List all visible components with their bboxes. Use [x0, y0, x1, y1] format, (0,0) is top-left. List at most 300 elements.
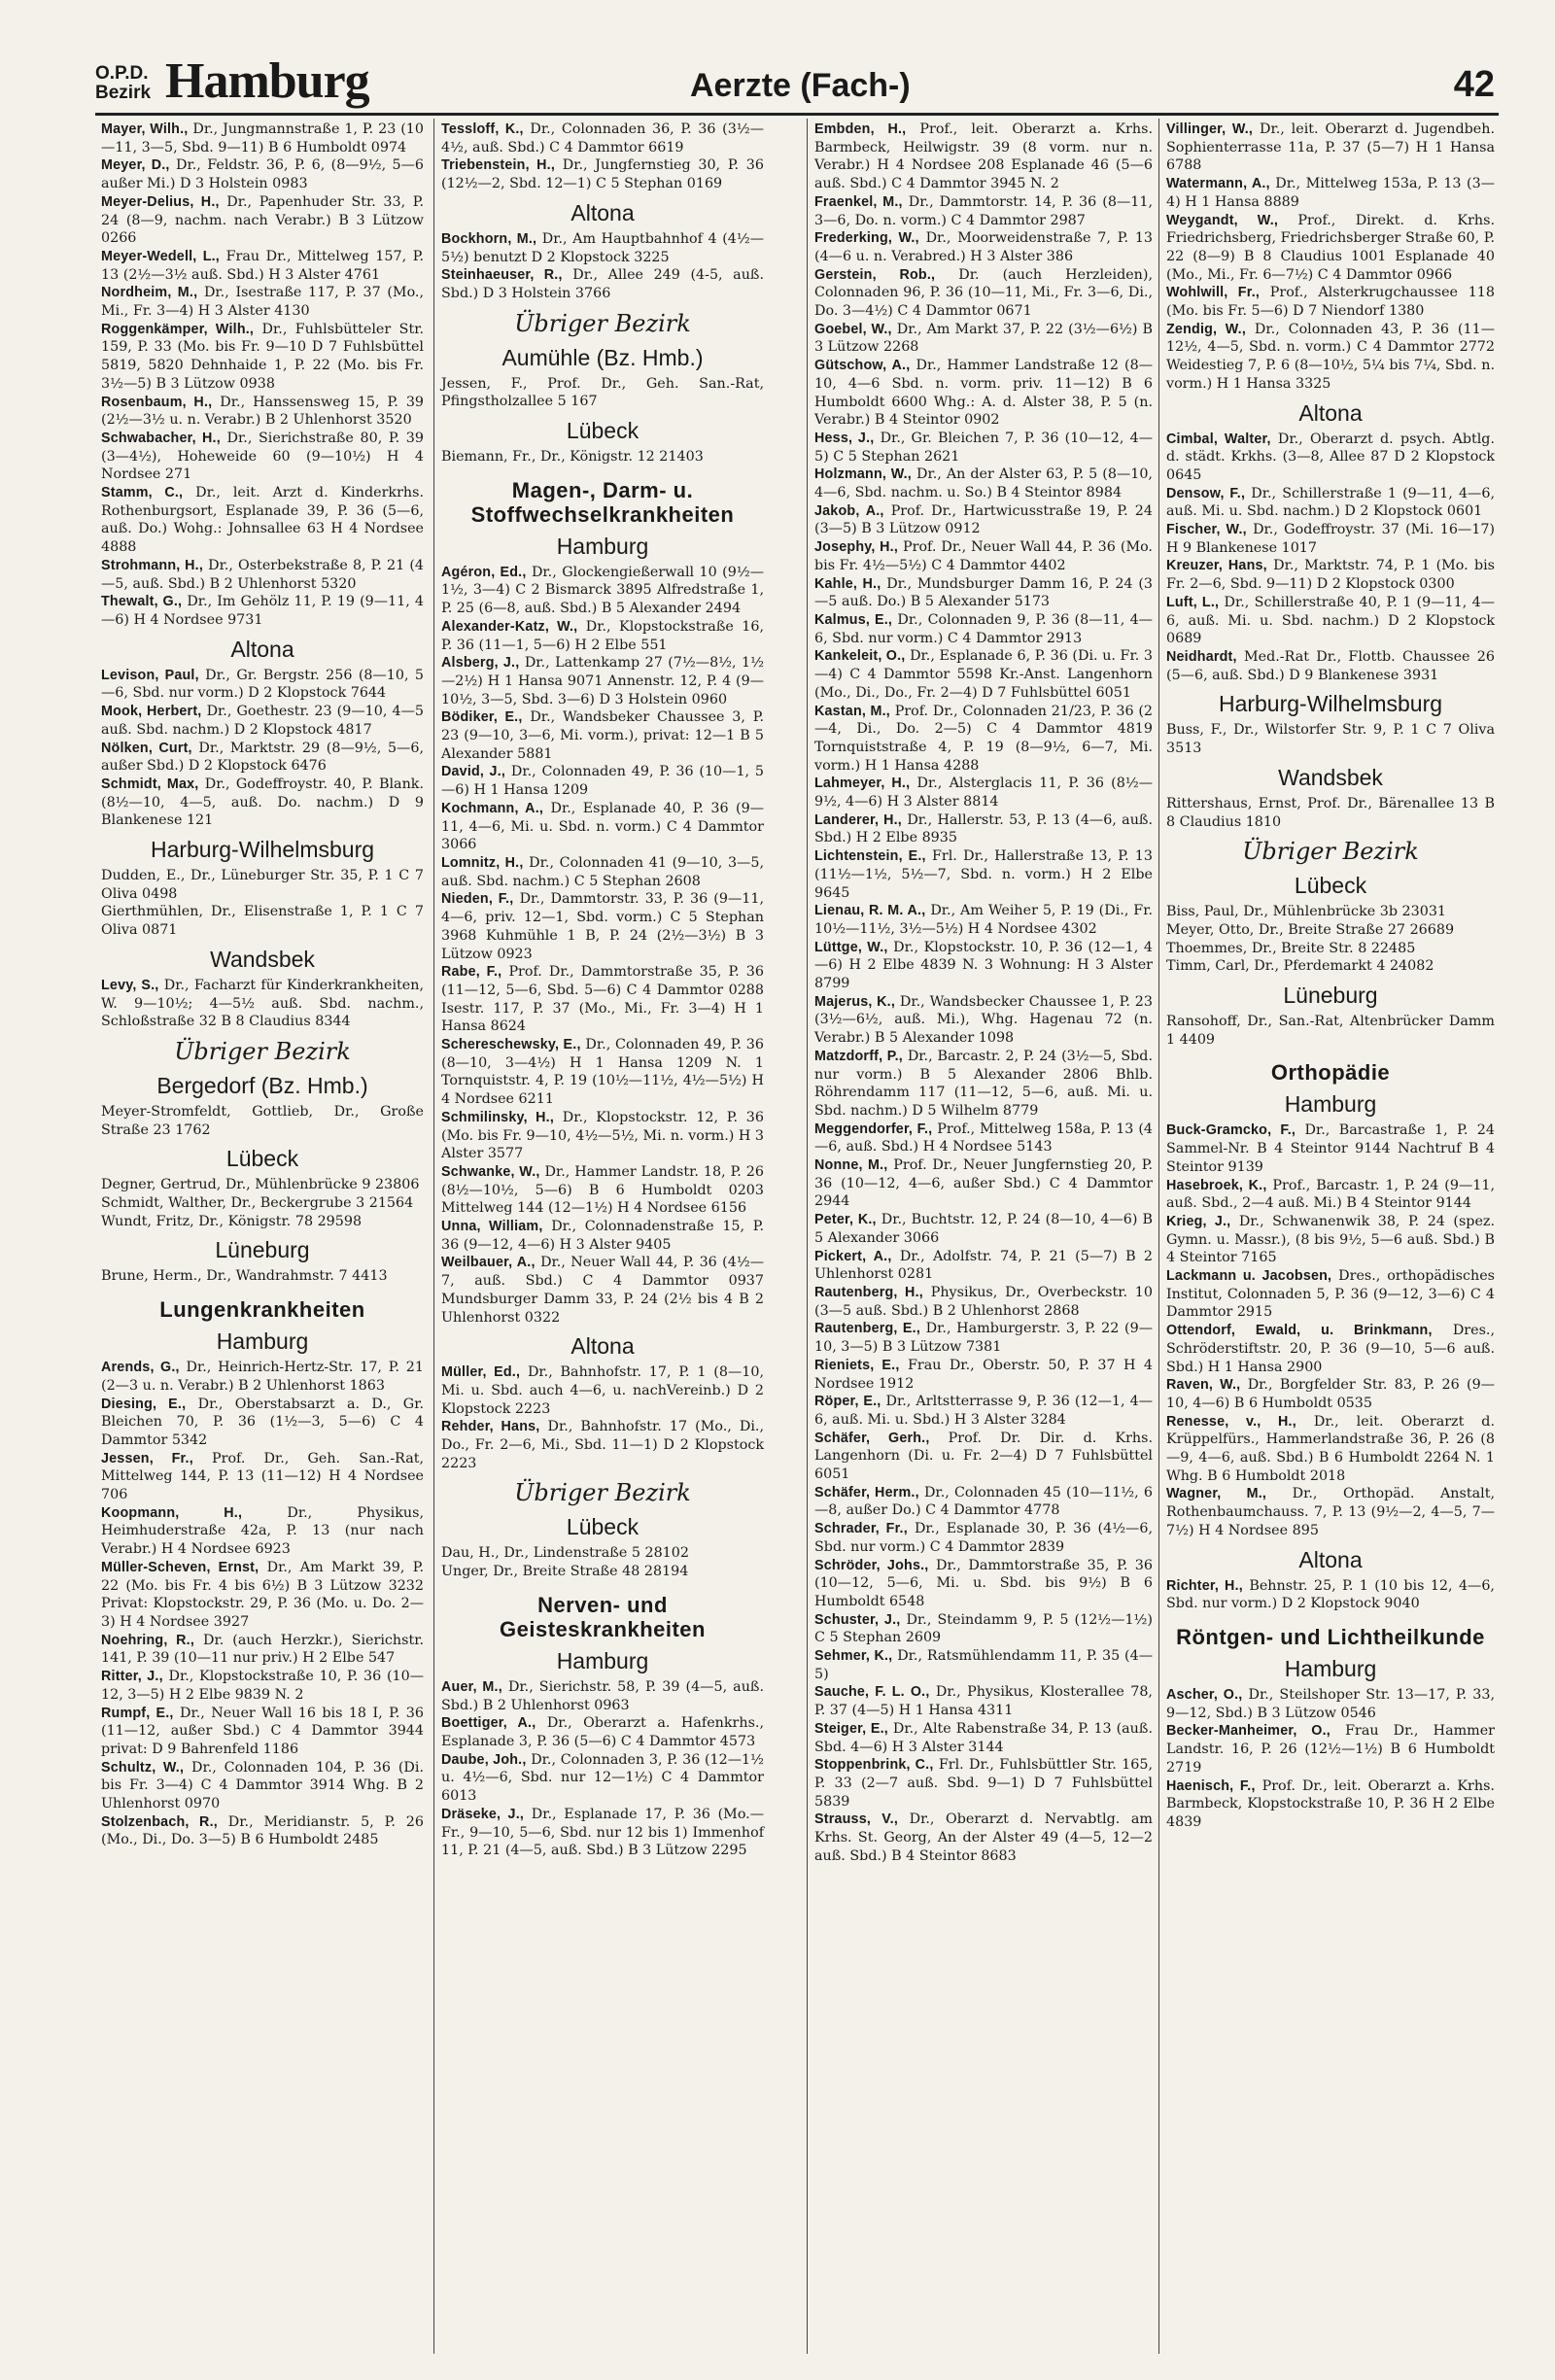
city-heading: Altona	[1298, 399, 1363, 426]
listing-entry	[814, 193, 1153, 229]
city-heading: Hamburg	[1284, 1091, 1377, 1118]
listing-details: Dr., Ratsmühlendamm 11, P. 35 (4—5)	[814, 1648, 1153, 1682]
physician-name: Kochmann, A.,	[441, 800, 544, 816]
physician-name: Boettiger, A.,	[441, 1715, 536, 1732]
listing-details: Prof. Dr., leit. Oberarzt a. Krhs. Barmbeck, Klopstockstraße 10, P. 36 H 2 Elbe 4839	[1166, 1777, 1495, 1830]
listing-details: Dr., Colonnaden 9, P. 36 (8—11, 4—6, Sbd. nur vorm.) C 4 Dammtor 2913	[814, 611, 1153, 646]
physician-name: Müller-Scheven, Ernst,	[101, 1559, 259, 1575]
listing-entry	[814, 466, 1153, 501]
specialty-heading: Magen-, Darm- u. Stoffwechselkrankheiten	[470, 477, 735, 527]
physician-name: Nonne, M.,	[814, 1157, 888, 1174]
listing-entry	[441, 1563, 764, 1581]
physician-name: Nieden, F.,	[441, 891, 514, 908]
listing-entry	[101, 484, 424, 557]
listing-entry	[101, 248, 424, 284]
listing-details: Dau, H., Dr., Lindenstraße 5 28102	[441, 1545, 689, 1562]
listing-details: Dr., Adolfstr. 74, P. 21 (5—7) B 2 Uhlenhorst 0281	[814, 1248, 1153, 1283]
listing-entry	[1166, 1376, 1495, 1412]
listing-entry	[101, 1813, 424, 1849]
city-heading: Bergedorf (Bz. Hmb.)	[156, 1072, 368, 1098]
physician-name: Triebenstein, H.,	[441, 157, 556, 174]
listing-details: Dr., Marktstr. 29 (8—9½, 5—6, außer Sbd.) D 2 Klopstock 6476	[101, 740, 424, 775]
city-heading: Harburg-Wilhelmsburg	[150, 837, 375, 863]
physician-name: Hasebroek, K.,	[1166, 1177, 1267, 1193]
listing-details: Dr., Hamburgerstr. 3, P. 22 (9—10, 3—5) B 3 Lützow 7381	[814, 1321, 1153, 1356]
physician-name: Schäfer, Gerh.,	[814, 1430, 930, 1446]
listing-details: Dr., Hanssensweg 15, P. 39 (2½—3½ u. n. Verabr.) B 2 Uhlenhorst 3520	[101, 394, 425, 429]
listing-details: Unger, Dr., Breite Straße 48 28194	[441, 1564, 689, 1580]
listing-details: Dr., Buchtstr. 12, P. 24 (8—10, 4—6) B 5 Alexander 3066	[814, 1212, 1154, 1246]
listing-details: Dr., Hammer Landstr. 18, P. 26 (8½—10½, 5—6) B 6 Humboldt 0203 Mittelweg 144 (12—1½) H 4 Nordsee 6156	[441, 1163, 765, 1217]
listing-details: Dr., Steilshoper Str. 13—17, P. 33, 9—12, Sbd.) B 3 Lützow 0546	[1166, 1687, 1496, 1721]
physician-name: Schröder, Johs.,	[814, 1557, 929, 1573]
physician-name: Ottendorf, Ewald, u. Brinkmann,	[1166, 1323, 1433, 1339]
physician-name: Goebel, W.,	[814, 321, 892, 337]
listing-details: Physikus, Dr., Overbeckstr. 10 (3—5 auß. Sbd.) B 2 Uhlenhorst 2868	[814, 1285, 1153, 1319]
listing-entry	[441, 1363, 764, 1418]
listing-entry	[814, 1811, 1153, 1865]
city-heading: Altona	[1298, 1546, 1363, 1572]
physician-name: Majerus, K.,	[814, 993, 895, 1010]
listing-entry	[814, 1557, 1153, 1611]
listing-entry	[101, 1668, 424, 1704]
listing-details: Dr., Colonnaden 43, P. 36 (11—12½, 4—5, Sbd. n. vorm.) C 4 Dammtor 2772 Weidestieg 7, P. 6 (8—10½, 5¼ bis 7¼, Sbd. n. vorm.) H 1 Hansa 3325	[1166, 321, 1495, 392]
listing-entry	[441, 1036, 764, 1109]
physician-name: Noehring, R.,	[101, 1632, 195, 1648]
listing-entry	[441, 1418, 764, 1472]
physician-name: Jakob, A.,	[814, 502, 884, 519]
listing-details: Jessen, F., Prof. Dr., Geh. San.-Rat, Pfingstholzallee 5 167	[441, 375, 764, 410]
physician-name: Krieg, J.,	[1166, 1213, 1231, 1229]
listing-details: Brune, Herm., Dr., Wandrahmstr. 7 4413	[101, 1268, 388, 1285]
physician-name: Josephy, H.,	[814, 539, 898, 556]
listing-details: Dr., Wandsbeker Chaussee 3, P. 23 (9—10, 3—6, Mi. vorm.), privat: 12—1 B 5 Alexander 5881	[441, 709, 765, 762]
listing-details: Buss, F., Dr., Wilstorfer Str. 9, P. 1 C 7 Oliva 3513	[1166, 722, 1495, 757]
physician-name: Becker-Manheimer, O.,	[1166, 1723, 1330, 1740]
listing-entry	[1166, 795, 1495, 831]
physician-name: Luft, L.,	[1166, 594, 1220, 610]
physician-name: Nölken, Curt,	[101, 740, 192, 756]
listing-details: Biss, Paul, Dr., Mühlenbrücke 3b 23031	[1166, 904, 1447, 920]
listing-details: Dr., Im Gehölz 11, P. 19 (9—11, 4—6) H 4 Nordsee 9731	[101, 594, 424, 628]
physician-name: Röper, E.,	[814, 1394, 881, 1410]
listing-entry	[441, 448, 764, 466]
physician-name: Mayer, Wilh.,	[101, 121, 189, 137]
listing-details: Dr., Physikus, Heimhuderstraße 42a, P. 13 (nur nach Verabr.) H 4 Nordsee 6923	[101, 1504, 424, 1558]
specialty-heading: Orthopädie	[1270, 1060, 1391, 1086]
listing-details: Frau Dr., Mittelweg 157, P. 13 (2½—3½ auß. Sbd.) H 3 Alster 4761	[101, 248, 424, 283]
listing-entry	[1166, 1213, 1495, 1267]
listing-entry	[101, 1396, 424, 1450]
physician-name: Rautenberg, H.,	[814, 1285, 923, 1300]
physician-name: Schwabacher, H.,	[101, 430, 221, 446]
physician-name: Bödiker, E.,	[441, 709, 523, 726]
listing-entry	[814, 902, 1153, 938]
physician-name: Thewalt, G.,	[101, 594, 183, 610]
listing-details: Frau Dr., Hammer Landstr. 16, P. 26 (12½—1½) B 6 Humboldt 2719	[1166, 1723, 1496, 1776]
physician-name: Lichtenstein, E.,	[814, 848, 926, 865]
physician-name: Strauss, V.,	[814, 1811, 899, 1828]
physician-name: Matzdorff, P.,	[814, 1048, 903, 1064]
listing-entry	[101, 193, 424, 248]
physician-name: Watermann, A.,	[1166, 176, 1270, 192]
listing-details: Dr., Godeffroystr. 40, P. Blank. (8½—10, 4—5, auß. Do. nachm.) D 9 Blankenese 121	[101, 776, 424, 829]
listing-entry	[814, 229, 1153, 265]
listing-details: Dr., Papenhuder Str. 33, P. 24 (8—9, nachm. nach Verabr.) B 3 Lützow 0266	[101, 193, 425, 247]
physician-name: Schmidt, Max,	[101, 776, 199, 792]
listing-details: Rittershaus, Ernst, Prof. Dr., Bärenallee 13 B 8 Claudius 1810	[1166, 795, 1495, 830]
physician-name: Auer, M.,	[441, 1678, 502, 1695]
listing-entry	[101, 1705, 424, 1759]
listing-entry	[441, 763, 764, 799]
listing-details: Med.-Rat Dr., Flottb. Chaussee 26 (5—6, auß. Sbd.) D 9 Blankenese 3931	[1166, 648, 1496, 683]
listing-entry	[101, 321, 424, 394]
physician-name: Renesse, v., H.,	[1166, 1413, 1296, 1430]
listing-entry	[101, 1759, 424, 1813]
listing-entry	[1166, 1267, 1495, 1322]
physician-name: Rosenbaum, H.,	[101, 394, 213, 410]
physician-name: Roggenkämper, Wilh.,	[101, 321, 255, 337]
listing-entry	[1166, 284, 1495, 320]
city-heading: Hamburg	[1284, 1656, 1377, 1681]
listing-entry	[101, 1559, 424, 1632]
physician-name: Weilbauer, A.,	[441, 1255, 536, 1271]
listing-details: Dr., Dammtorstr. 14, P. 36 (8—11, 3—6, Do. n. vorm.) C 4 Dammtor 2987	[814, 193, 1153, 228]
listing-entry	[1166, 957, 1495, 976]
listing-entry	[101, 1213, 424, 1231]
physician-name: Arends, G.,	[101, 1360, 180, 1376]
listing-entry	[814, 1647, 1153, 1683]
region-heading: Übriger Bezirk	[174, 1037, 351, 1065]
listing-entry	[1166, 1013, 1495, 1049]
listing-details: Dres., Schröderstiftstr. 20, P. 36 (9—10, 5—6 auß. Sbd.) H 1 Hansa 2900	[1166, 1323, 1496, 1375]
listing-entry	[814, 1320, 1153, 1356]
listing-entry	[1166, 921, 1495, 940]
listing-entry	[814, 775, 1153, 811]
city-title: Hamburg	[165, 53, 369, 109]
listing-entry	[814, 1048, 1153, 1121]
listing-entry	[1166, 940, 1495, 958]
physician-name: Schuster, J.,	[814, 1611, 901, 1628]
physician-name: Wohlwill, Fr.,	[1166, 285, 1261, 301]
listing-details: Dr., Am Hauptbahnhof 4 (4½—5½) benutzt D 2 Klopstock 3225	[441, 230, 765, 265]
listing-entry	[441, 564, 764, 618]
listing-details: Prof. Dr., Neuer Jungfernstieg 20, P. 36 (10—12, 4—6, außer Sbd.) C 4 Dammtor 2944	[814, 1157, 1154, 1210]
physician-name: Embden, H.,	[814, 121, 907, 137]
city-heading: Altona	[230, 636, 294, 662]
listing-details: Dr., Sierichstraße 80, P. 39 (3—4½), Hoheweide 60 (9—10½) H 4 Nordsee 271	[101, 430, 425, 483]
physician-name: Ritter, J.,	[101, 1669, 163, 1685]
listing-entry	[441, 1544, 764, 1563]
listing-details: Dr., Bahnhofstr. 17 (Mo., Di., Do., Fr. 2—6, Mi., Sbd. 11—1) D 2 Klopstock 2223	[441, 1419, 764, 1471]
physician-name: Strohmann, H.,	[101, 557, 204, 573]
listing-details: Dr., Mundsburger Damm 16, P. 24 (3—5 auß. Do.) B 5 Alexander 5173	[814, 575, 1153, 610]
physician-name: Schultz, W.,	[101, 1759, 185, 1776]
listing-details: Prof. Dr., Neuer Wall 44, P. 36 (Mo. bis Fr. 4½—5½) C 4 Dammtor 4402	[814, 539, 1153, 573]
listing-entry	[814, 847, 1153, 902]
listing-entry	[441, 963, 764, 1036]
listing-details: Dr., Schillerstraße 1 (9—11, 4—6, auß. Mi. u. Sbd. nachm.) D 2 Klopstock 0601	[1166, 485, 1495, 520]
listing-entry	[1166, 212, 1495, 285]
listing-details: Dr., Dammtorstraße 35, P. 36 (10—12, 5—6, Mi. u. Sbd. bis 9½) B 6 Humboldt 6548	[814, 1557, 1153, 1609]
listing-details: Frl. Dr., Fuhlsbüttler Str. 165, P. 33 (2—7 auß. Sbd. 9—1) D 7 Fuhlsbüttel 5839	[814, 1757, 1153, 1810]
listing-details: Dr., Esplanade 30, P. 36 (4½—6, Sbd. nur vorm.) C 4 Dammtor 2839	[814, 1521, 1153, 1555]
physician-name: Müller, Ed.,	[441, 1364, 521, 1381]
listing-details: Thoemmes, Dr., Breite Str. 8 22485	[1166, 940, 1416, 956]
physician-name: Frederking, W.,	[814, 230, 919, 247]
listing-details: Dr., Lattenkamp 27 (7½—8½, 1½—2½) H 1 Hansa 9071 Annenstr. 12, P. 4 (9—10½, 3—5, Sbd. 3—6) D 3 Holstein 0960	[441, 655, 764, 707]
listing-entry	[814, 266, 1153, 321]
listing-details: Prof., Alsterkrugchaussee 118 (Mo. bis Fr. 5—6) D 7 Niendorf 1380	[1166, 285, 1495, 320]
listing-entry	[101, 593, 424, 629]
listing-details: Dr., Schillerstraße 40, P. 1 (9—11, 4—6, auß. Mi. u. Sbd. nachm.) D 2 Klopstock 0689	[1166, 594, 1495, 647]
city-heading: Hamburg	[556, 1647, 649, 1673]
physician-name: Stamm, C.,	[101, 485, 184, 501]
listing-entry	[814, 1683, 1153, 1719]
physician-name: Ascher, O.,	[1166, 1687, 1243, 1703]
listing-details: Dr., Fuhlsbütteler Str. 159, P. 33 (Mo. bis Fr. 9—10 D 7 Fuhlsbüttel 5819, 5820 Dehnhaide 1, P. 22 (Mo. bis Fr. 3½—5) B 3 Lützow 0938	[101, 321, 424, 392]
listing-details: Dr., Isestraße 117, P. 37 (Mo., Mi., Fr. 3—4) H 3 Alster 4130	[101, 285, 425, 320]
listing-entry	[814, 1284, 1153, 1320]
listing-entry	[814, 1393, 1153, 1429]
listing-details: Prof. Dr., Geh. San.-Rat, Mittelweg 144, P. 13 (11—12) H 4 Nordsee 706	[101, 1450, 425, 1503]
listing-details: Dr., Allee 249 (4-5, auß. Sbd.) D 3 Holstein 3766	[441, 267, 764, 301]
listing-entry	[1166, 1413, 1495, 1486]
listing-entry	[441, 708, 764, 763]
listing-entry	[441, 890, 764, 963]
listing-details: Dr., An der Alster 63, P. 5 (8—10, 4—6, Sbd. nachm. u. So.) B 4 Steintor 8984	[814, 466, 1153, 501]
listing-entry	[1166, 1686, 1495, 1722]
physician-name: Alsberg, J.,	[441, 655, 520, 672]
listing-entry	[814, 1756, 1153, 1811]
physician-name: Meggendorfer, F.,	[814, 1121, 933, 1137]
listing-details: Dr., Barcastr. 2, P. 24 (3½—5, Sbd. nur vorm.) B 5 Alexander 2806 Bhlb. Röhrendamm 117 (11—12, 5—6, auß. Mi. u. Sbd. nachm.) D 5 Wilhelm 8779	[814, 1048, 1154, 1119]
listing-entry	[101, 121, 424, 156]
listing-details: Dr., Sierichstr. 58, P. 39 (4—5, auß. Sbd.) B 2 Uhlenhorst 0963	[441, 1678, 764, 1713]
listing-entry	[814, 1720, 1153, 1756]
physician-name: Sehmer, K.,	[814, 1648, 893, 1665]
listing-details: Dr., Physikus, Klosterallee 78, P. 37 (4—5) H 1 Hansa 4311	[814, 1684, 1153, 1719]
physician-name: Kahle, H.,	[814, 575, 881, 592]
listing-details: Dr., Neuer Wall 44, P. 36 (4½—7, auß. Sbd.) C 4 Dammtor 0937 Mundsburger Damm 33, P. 24 (2½ bis 4 B 2 Uhlenhorst 0322	[441, 1255, 765, 1326]
listing-entry	[441, 1678, 764, 1714]
listing-details: Dr., Esplanade 6, P. 36 (Di. u. Fr. 3—4) C 4 Dammtor 5598 Kr.-Anst. Langenhorn (Mo., Di., Do., Fr. 2—4) D 7 Fuhlsbüttel 6051	[814, 648, 1153, 701]
physician-name: Schereschewsky, E.,	[441, 1037, 581, 1053]
listing-details: Dr., Am Markt 37, P. 22 (3½—6½) B 3 Lützow 2268	[814, 321, 1153, 356]
physician-name: Holzmann, W.,	[814, 466, 912, 483]
listing-entry	[814, 1211, 1153, 1247]
listing-details: Dr. (auch Herzkr.), Sierichstr. 141, P. 39 (10—11 nur priv.) H 2 Elbe 547	[101, 1632, 425, 1667]
listing-details: Dr., Heinrich-Hertz-Str. 17, P. 21 (2—3 u. n. Verabr.) B 2 Uhlenhorst 1863	[101, 1360, 424, 1394]
listing-entry	[814, 939, 1153, 993]
specialty-heading: Lungenkrankheiten	[159, 1297, 365, 1323]
listing-entry	[1166, 594, 1495, 648]
listing-details: Dr., Borgfelder Str. 83, P. 26 (9—10, 4—6) B 6 Humboldt 0535	[1166, 1377, 1496, 1411]
listing-details: Dr., Klopstockstraße 16, P. 36 (11—1, 5—6) H 2 Elbe 551	[441, 618, 764, 653]
physician-name: David, J.,	[441, 764, 506, 780]
section-title: Aerzte (Fach-)	[690, 67, 911, 104]
physician-name: Haenisch, F.,	[1166, 1777, 1256, 1794]
listing-details: Dr., Colonnaden 3, P. 36 (12—1½ u. 4½—6, Sbd. nur 12—1½) C 4 Dammtor 6013	[441, 1751, 764, 1805]
physician-name: Koopmann, H.,	[101, 1504, 243, 1521]
listing-details: Timm, Carl, Dr., Pferdemarkt 4 24082	[1166, 958, 1434, 975]
listing-details: Schmidt, Walther, Dr., Beckergrube 3 21564	[101, 1195, 414, 1212]
physician-name: Bockhorn, M.,	[441, 230, 537, 247]
physician-name: Steiger, E.,	[814, 1720, 888, 1737]
listing-details: Dr., Orthopäd. Anstalt, Rothenbaumchauss. 7, P. 13 (9½—2, 4—5, 7—7½) H 4 Nordsee 895	[1166, 1486, 1495, 1538]
listing-entry	[101, 1359, 424, 1395]
listing-details: Degner, Gertrud, Dr., Mühlenbrücke 9 23806	[101, 1177, 420, 1193]
listing-details: Frau Dr., Oberstr. 50, P. 37 H 4 Nordsee 1912	[814, 1357, 1153, 1392]
listing-details: Dr., Facharzt für Kinderkrankheiten, W. 9—10½; 4—5½ auß. Sbd. nachm., Schloßstraße 32 B 8 Claudius 8344	[101, 977, 424, 1030]
physician-name: Meyer, D.,	[101, 157, 170, 174]
physician-name: Unna, William,	[441, 1219, 543, 1235]
physician-name: Pickert, A.,	[814, 1248, 892, 1264]
listing-entry	[101, 903, 424, 939]
physician-name: Zendig, W.,	[1166, 321, 1247, 337]
listing-entry	[1166, 903, 1495, 921]
physician-name: Schäfer, Herm.,	[814, 1484, 919, 1500]
listing-entry	[101, 557, 424, 593]
listing-details: Dr., Esplanade 17, P. 36 (Mo.—Fr., 9—10, 5—6, Sbd. nur 12 bis 1) Immenhof 11, P. 21 (4—5, auß. Sbd.) B 3 Lützow 2295	[441, 1806, 765, 1859]
city-heading: Lübeck	[566, 1514, 639, 1540]
physician-name: Rieniets, E.,	[814, 1357, 900, 1373]
listing-details: Dr., Moorweidenstraße 7, P. 13 (4—6 u. n. Verabred.) H 3 Alster 386	[814, 230, 1154, 264]
listing-details: Dr. (auch Herzleiden), Colonnaden 96, P. 36 (10—11, Mi., Fr. 3—6, Di., Do. 3—4½) C 4 Dammtor 0671	[814, 266, 1154, 320]
physician-name: Rehder, Hans,	[441, 1419, 540, 1435]
listing-details: Gierthmühlen, Dr., Elisenstraße 1, P. 1 C 7 Oliva 0871	[101, 904, 424, 939]
physician-name: Schwanke, W.,	[441, 1163, 540, 1180]
page-number: 42	[1453, 64, 1495, 105]
listing-entry	[441, 1254, 764, 1327]
listing-entry	[814, 538, 1153, 574]
listing-details: Meyer, Otto, Dr., Breite Straße 27 26689	[1166, 921, 1455, 938]
physician-name: Rautenberg, E.,	[814, 1321, 920, 1337]
physician-name: Hess, J.,	[814, 430, 875, 446]
listing-details: Dr., Colonnaden 36, P. 36 (3½—4½, auß. Sbd.) C 4 Dammtor 6619	[441, 121, 764, 155]
listing-details: Dr., Oberarzt a. Hafenkrhs., Esplanade 3, P. 36 (5—6) C 4 Dammtor 4573	[441, 1715, 765, 1749]
physician-name: Richter, H.,	[1166, 1577, 1243, 1594]
listing-entry	[1166, 1121, 1495, 1176]
listing-entry	[441, 1714, 764, 1750]
physician-name: Tessloff, K.,	[441, 121, 524, 137]
listing-details: Dr., Gr. Bleichen 7, P. 36 (10—12, 4—5) C 5 Stephan 2621	[814, 430, 1153, 465]
listing-details: Dr., Gr. Bergstr. 256 (8—10, 5—6, Sbd. nur vorm.) D 2 Klopstock 7644	[101, 667, 424, 702]
listing-entry	[101, 703, 424, 739]
listing-details: Dr., Feldstr. 36, P. 6, (8—9½, 5—6 außer Mi.) D 3 Holstein 0983	[101, 157, 424, 192]
listing-entry	[814, 703, 1153, 776]
physician-name: Gerstein, Rob.,	[814, 266, 936, 283]
listing-entry	[101, 1504, 424, 1559]
physician-name: Lackmann u. Jacobsen,	[1166, 1268, 1332, 1285]
physician-name: Lomnitz, H.,	[441, 854, 524, 871]
city-heading: Lübeck	[225, 1146, 299, 1172]
column-2	[437, 121, 768, 2356]
listing-entry	[441, 1218, 764, 1254]
listing-details: Dr., Godeffroystr. 37 (Mi. 16—17) H 9 Blankenese 1017	[1166, 522, 1495, 556]
physician-name: Agéron, Ed.,	[441, 564, 527, 580]
listing-details: Dr., Goethestr. 23 (9—10, 4—5 auß. Sbd. nachm.) D 2 Klopstock 4817	[101, 704, 424, 738]
physician-name: Lienau, R. M. A.,	[814, 903, 926, 919]
physician-name: Rumpf, E.,	[101, 1705, 174, 1721]
listing-entry	[1166, 648, 1495, 684]
listing-entry	[814, 357, 1153, 430]
listing-entry	[814, 1520, 1153, 1556]
region-heading: Übriger Bezirk	[1242, 838, 1419, 866]
physician-name: Gütschow, A.,	[814, 358, 911, 374]
listing-details: Dr., Hallerstr. 53, P. 13 (4—6, auß. Sbd.) H 2 Elbe 8935	[814, 811, 1153, 846]
physician-name: Rabe, F.,	[441, 964, 502, 981]
listing-details: Dr., leit. Oberarzt d. Krüppelfürs., Hammerlandstraße 36, P. 26 (8—9, 4—6, auß. Sbd.) B 6 Humboldt 2264 N. 1 Whg. B 6 Humboldt 2018	[1166, 1413, 1495, 1484]
listing-details: Dr., leit. Oberarzt d. Jugendbeh. Sophienterrasse 11a, P. 37 (5—7) H 1 Hansa 6788	[1166, 121, 1495, 174]
listing-entry	[441, 375, 764, 411]
physician-name: Meyer-Wedell, L.,	[101, 248, 220, 264]
listing-entry	[1166, 521, 1495, 557]
city-heading: Hamburg	[216, 1328, 309, 1355]
listing-entry	[1166, 431, 1495, 485]
listing-entry	[101, 284, 424, 320]
listing-details: Dr., Klopstockstraße 10, P. 36 (10—12, 3—5) H 2 Elbe 9839 N. 2	[101, 1669, 425, 1703]
listing-details: Dr., Glockengießerwall 10 (9½—1½, 3—4) C 2 Bismarck 3895 Alfredstraße 1, P. 25 (6—8, auß. Sbd.) B 5 Alexander 2494	[441, 564, 764, 617]
listing-details: Dr., Barcastraße 1, P. 24 Sammel-Nr. B 4 Steintor 9144 Nachtruf B 4 Steintor 9139	[1166, 1122, 1495, 1175]
physician-name: Fraenkel, M.,	[814, 193, 903, 210]
listing-entry	[1166, 1777, 1495, 1832]
listing-entry	[101, 1176, 424, 1194]
listing-entry	[441, 266, 764, 302]
listing-details: Meyer-Stromfeldt, Gottlieb, Dr., Große Straße 23 1762	[101, 1103, 424, 1138]
physician-name: Sauche, F. L. O.,	[814, 1684, 930, 1701]
physician-name: Lahmeyer, H.,	[814, 776, 911, 792]
listing-details: Prof., Direkt. d. Krhs. Friedrichsberg, Friedrichsberger Straße 60, P. 22 (8—9) B 8 Claudius 1001 Esplanade 40 (Mo., Mi., Fr. 6—7½) C 4 Dammtor 0966	[1166, 212, 1496, 283]
listing-details: Dr., Am Weiher 5, P. 19 (Di., Fr. 10½—11½, 3½—5½) H 4 Nordsee 4302	[814, 903, 1154, 937]
physician-name: Steinhaeuser, R.,	[441, 267, 563, 284]
listing-entry	[101, 1194, 424, 1213]
listing-entry	[441, 854, 764, 890]
physician-name: Weygandt, W.,	[1166, 212, 1279, 228]
city-heading: Hamburg	[556, 533, 649, 559]
listing-entry	[814, 502, 1153, 538]
listing-details: Dr., Bahnhofstr. 17, P. 1 (8—10, Mi. u. Sbd. auch 4—6, u. nachVereinb.) D 2 Klopstock 2223	[441, 1364, 764, 1417]
physician-name: Villinger, W.,	[1166, 121, 1254, 137]
physician-name: Landerer, H.,	[814, 811, 902, 828]
physician-name: Raven, W.,	[1166, 1377, 1241, 1394]
listing-entry	[814, 121, 1153, 193]
listing-entry	[814, 1484, 1153, 1520]
listing-entry	[101, 1450, 424, 1504]
listing-entry	[101, 667, 424, 703]
listing-entry	[1166, 1485, 1495, 1539]
column-divider	[1158, 119, 1159, 2354]
listing-details: Behnstr. 25, P. 1 (10 bis 12, 4—6, Sbd. nur vorm.) D 2 Klopstock 9040	[1166, 1577, 1495, 1612]
listing-entry	[1166, 175, 1495, 211]
listing-entry	[814, 430, 1153, 466]
listing-entry	[814, 1248, 1153, 1284]
column-divider	[807, 119, 808, 2354]
listing-details: Wundt, Fritz, Dr., Königstr. 78 29598	[101, 1213, 363, 1229]
listing-details: Dr., Mittelweg 153a, P. 13 (3—4) H 1 Hansa 8889	[1166, 176, 1495, 210]
listing-entry	[101, 156, 424, 192]
listing-entry	[814, 1357, 1153, 1393]
physician-name: Lüttge, W.,	[814, 939, 888, 955]
physician-name: Schrader, Fr.,	[814, 1521, 908, 1537]
listing-details: Dr., Esplanade 40, P. 36 (9—11, 4—6, Mi. u. Sbd. n. vorm.) C 4 Dammtor 3066	[441, 800, 764, 853]
listing-details: Dr., Oberarzt d. psych. Abtlg. d. städt. Krkhs. (3—8, Allee 87 D 2 Klopstock 0645	[1166, 431, 1495, 483]
listing-details: Dr., Wandsbecker Chaussee 1, P. 23 (3½—6½, auß. Mi.), Whg. Hagenau 72 (n. Verabr.) B 5 Alexander 1098	[814, 993, 1153, 1047]
physician-name: Jessen, Fr.,	[101, 1450, 193, 1466]
listing-entry	[441, 1806, 764, 1860]
listing-entry	[1166, 485, 1495, 521]
city-heading: Harburg-Wilhelmsburg	[1218, 691, 1443, 717]
